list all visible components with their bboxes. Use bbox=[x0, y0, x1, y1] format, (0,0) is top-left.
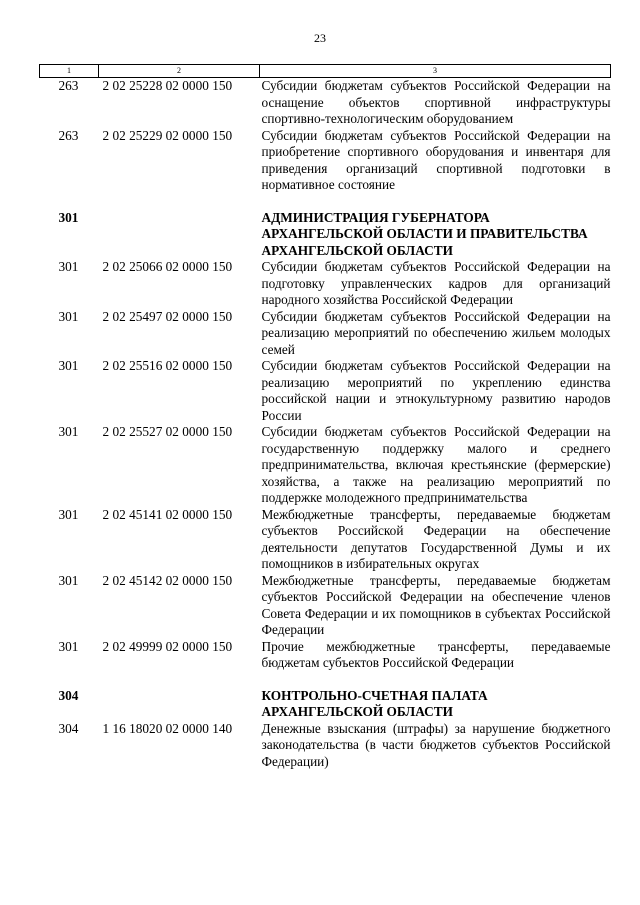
table-row bbox=[40, 259, 611, 309]
admin-code-cell: 304 bbox=[58, 687, 79, 703]
kbk-code-cell: 2 02 25497 02 0000 150 bbox=[102, 308, 233, 324]
table-row bbox=[40, 424, 611, 507]
admin-code-cell: 301 bbox=[58, 308, 79, 324]
income-name-cell: Субсидии бюджетам субъектов Российской Федерации на оснащение объектов спортивной инфраструктуры спортивно-технологическим оборудованием bbox=[261, 78, 611, 126]
admin-code-cell: 304 bbox=[58, 720, 79, 736]
income-name-cell: Субсидии бюджетам субъектов Российской Федерации на реализацию мероприятий по укреплению единства российской нации и этнокультурному развитию народов России bbox=[261, 358, 611, 423]
admin-code-cell: 301 bbox=[58, 572, 79, 588]
kbk-code-cell: 2 02 45141 02 0000 150 bbox=[102, 506, 233, 522]
header-row bbox=[40, 65, 611, 78]
kbk-code-cell: 2 02 25066 02 0000 150 bbox=[102, 259, 233, 274]
header-col-2: 2 bbox=[99, 65, 260, 78]
kbk-code-cell: 2 02 25228 02 0000 150 bbox=[102, 78, 233, 93]
table-row bbox=[40, 309, 611, 359]
admin-code-cell: 263 bbox=[58, 78, 79, 93]
income-name-cell: Субсидии бюджетам субъектов Российской Федерации на приобретение спортивного оборудования и инвентаря для приведения организаций спортивной подготовки в нормативное состояние bbox=[261, 127, 611, 192]
admin-code-cell: 301 bbox=[58, 424, 79, 439]
table-row bbox=[40, 639, 611, 672]
table-header bbox=[40, 65, 611, 78]
income-name-cell: Межбюджетные трансферты, передаваемые бюджетам субъектов Российской Федерации на обеспечение членов Совета Федерации и их помощников в субъектах Российской Федерации bbox=[261, 572, 611, 637]
section-header-row bbox=[40, 210, 611, 260]
admin-code-cell: 301 bbox=[58, 506, 79, 522]
admin-code-cell: 263 bbox=[58, 127, 79, 143]
income-name-cell: КОНТРОЛЬНО-СЧЕТНАЯ ПАЛАТА АРХАНГЕЛЬСКОЙ ОБЛАСТИ bbox=[261, 687, 488, 719]
income-name-cell: АДМИНИСТРАЦИЯ ГУБЕРНАТОРА АРХАНГЕЛЬСКОЙ ОБЛАСТИ И ПРАВИТЕЛЬСТВА АРХАНГЕЛЬСКОЙ ОБЛАСТИ bbox=[261, 209, 588, 258]
admin-code-cell: 301 bbox=[58, 209, 79, 225]
income-name-cell: Прочие межбюджетные трансферты, передаваемые бюджетам субъектов Российской Федерации bbox=[261, 638, 611, 670]
table-row bbox=[40, 507, 611, 573]
kbk-code-cell: 2 02 45142 02 0000 150 bbox=[102, 572, 233, 588]
page-number: 23 bbox=[314, 31, 326, 45]
budget-classification-table bbox=[39, 64, 611, 770]
spacer-row bbox=[40, 672, 611, 688]
table-row bbox=[40, 721, 611, 771]
kbk-code-cell: 2 02 25516 02 0000 150 bbox=[102, 358, 233, 373]
kbk-code-cell: 2 02 49999 02 0000 150 bbox=[102, 638, 233, 654]
kbk-code-cell: 2 02 25229 02 0000 150 bbox=[102, 127, 233, 143]
admin-code-cell: 301 bbox=[58, 638, 79, 654]
header-col-1: 1 bbox=[40, 65, 99, 78]
income-name-cell: Субсидии бюджетам субъектов Российской Федерации на государственную поддержку малого и среднего предпринимательства, включая крестьянские (фермерские) хозяйства, а также на реализацию мероприятий по поддержке молодежного предпринимательства bbox=[261, 424, 611, 505]
income-name-cell: Денежные взыскания (штрафы) за нарушение бюджетного законодательства (в части бюджетов субъектов Российской Федерации) bbox=[261, 720, 611, 769]
kbk-code-cell bbox=[99, 210, 260, 260]
table-body bbox=[40, 78, 611, 771]
kbk-code-cell: 2 02 25527 02 0000 150 bbox=[102, 424, 233, 439]
spacer-cell bbox=[40, 194, 611, 210]
admin-code-cell: 301 bbox=[58, 259, 79, 274]
income-name-cell: Субсидии бюджетам субъектов Российской Федерации на подготовку управленческих кадров для организаций народного хозяйства Российской Федерации bbox=[261, 259, 611, 307]
kbk-code-cell: 1 16 18020 02 0000 140 bbox=[102, 720, 233, 736]
spacer-cell bbox=[40, 672, 611, 688]
table-row bbox=[40, 128, 611, 194]
admin-code-cell: 301 bbox=[58, 358, 79, 373]
table-row bbox=[40, 358, 611, 424]
section-header-row bbox=[40, 688, 611, 721]
spacer-row bbox=[40, 194, 611, 210]
income-name-cell: Межбюджетные трансферты, передаваемые бюджетам субъектов Российской Федерации на обеспечение деятельности депутатов Государственной Думы и их помощников в избирательных округах bbox=[261, 506, 611, 571]
table-row bbox=[40, 573, 611, 639]
income-name-cell: Субсидии бюджетам субъектов Российской Федерации на реализацию мероприятий по обеспечению жильем молодых семей bbox=[261, 308, 611, 357]
table-row bbox=[40, 78, 611, 128]
kbk-code-cell bbox=[99, 688, 260, 721]
header-col-3: 3 bbox=[260, 65, 611, 78]
